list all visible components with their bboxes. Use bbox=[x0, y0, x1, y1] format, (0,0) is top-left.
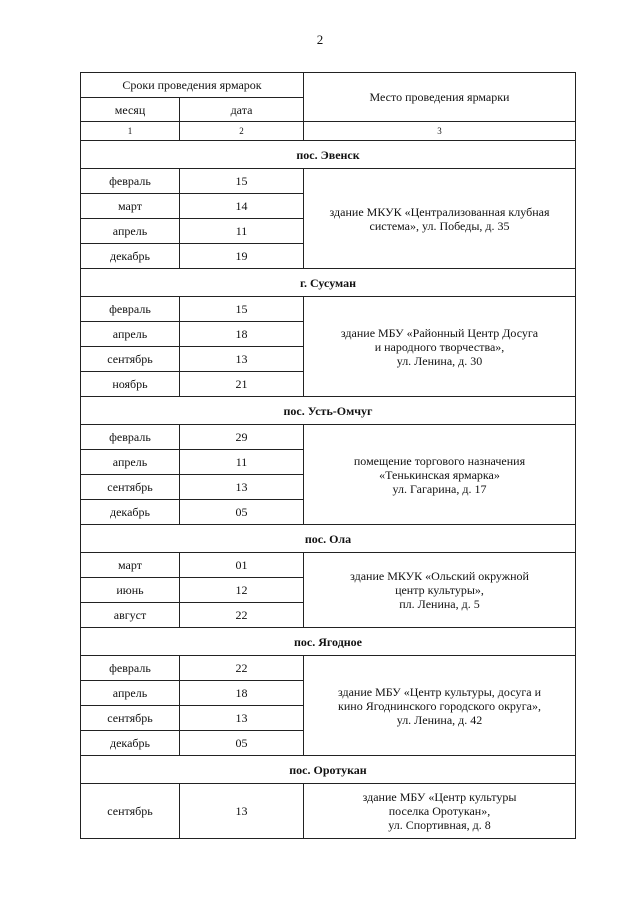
section-title: пос. Эвенск bbox=[81, 141, 576, 169]
place-line: ул. Спортивная, д. 8 bbox=[388, 818, 491, 832]
place-line: поселка Оротукан», bbox=[388, 804, 491, 818]
date-cell: 13 bbox=[180, 706, 304, 731]
month-cell: апрель bbox=[81, 219, 180, 244]
date-cell: 21 bbox=[180, 372, 304, 397]
place-line: кино Ягоднинского городского округа», bbox=[338, 698, 541, 713]
date-cell: 11 bbox=[180, 450, 304, 475]
month-cell: февраль bbox=[81, 656, 180, 681]
date-cell: 15 bbox=[180, 169, 304, 194]
date-cell: 13 bbox=[180, 784, 304, 839]
place-line: «Тенькинская ярмарка» bbox=[379, 467, 500, 482]
table-row bbox=[81, 297, 576, 322]
table-row bbox=[81, 425, 576, 450]
header-date: дата bbox=[180, 98, 304, 122]
place-line: здание МБУ «Районный Центр Досуга bbox=[340, 325, 539, 340]
place-line: здание МКУК «Ольский окружной bbox=[350, 569, 529, 583]
section-row bbox=[81, 141, 576, 169]
month-cell: март bbox=[81, 194, 180, 219]
month-cell: декабрь bbox=[81, 500, 180, 525]
date-cell: 05 bbox=[180, 500, 304, 525]
place-line: помещение торгового назначения bbox=[353, 453, 526, 468]
place-line: здание МБУ «Центр культуры bbox=[362, 790, 517, 804]
place-cell bbox=[304, 784, 576, 839]
date-cell: 19 bbox=[180, 244, 304, 269]
month-cell: сентябрь bbox=[81, 784, 180, 839]
section-row bbox=[81, 525, 576, 553]
month-cell: март bbox=[81, 553, 180, 578]
section-title: пос. Оротукан bbox=[81, 756, 576, 784]
place-line: центр культуры», bbox=[395, 583, 484, 597]
header-col-number: 2 bbox=[180, 122, 304, 141]
month-cell: февраль bbox=[81, 297, 180, 322]
place-line: и народного творчества», bbox=[374, 339, 505, 354]
header-month: месяц bbox=[81, 98, 180, 122]
date-cell: 01 bbox=[180, 553, 304, 578]
month-cell: апрель bbox=[81, 450, 180, 475]
date-cell: 12 bbox=[180, 578, 304, 603]
month-cell: февраль bbox=[81, 425, 180, 450]
place-cell bbox=[304, 425, 576, 525]
month-cell: ноябрь bbox=[81, 372, 180, 397]
date-cell: 22 bbox=[180, 656, 304, 681]
section-row bbox=[81, 756, 576, 784]
header-col-number: 1 bbox=[81, 122, 180, 141]
month-cell: декабрь bbox=[81, 731, 180, 756]
month-cell: декабрь bbox=[81, 244, 180, 269]
month-cell: февраль bbox=[81, 169, 180, 194]
date-cell: 22 bbox=[180, 603, 304, 628]
table-row bbox=[81, 553, 576, 578]
table-row bbox=[81, 784, 576, 839]
fair-schedule-table bbox=[80, 72, 576, 839]
place-line: ул. Гагарина, д. 17 bbox=[392, 481, 487, 496]
place-line: пл. Ленина, д. 5 bbox=[399, 597, 480, 611]
date-cell: 18 bbox=[180, 322, 304, 347]
month-cell: июнь bbox=[81, 578, 180, 603]
date-cell: 13 bbox=[180, 475, 304, 500]
section-row bbox=[81, 628, 576, 656]
place-line: здание МБУ «Центр культуры, досуга и bbox=[337, 684, 542, 699]
place-line: здание МКУК «Централизованная клубная bbox=[329, 204, 550, 219]
month-cell: сентябрь bbox=[81, 706, 180, 731]
place-line: ул. Ленина, д. 30 bbox=[396, 353, 483, 368]
place-line: ул. Ленина, д. 42 bbox=[396, 712, 483, 727]
date-cell: 14 bbox=[180, 194, 304, 219]
header-col-number: 3 bbox=[304, 122, 576, 141]
month-cell: сентябрь bbox=[81, 347, 180, 372]
date-cell: 18 bbox=[180, 681, 304, 706]
section-title: пос. Усть-Омчуг bbox=[81, 397, 576, 425]
date-cell: 13 bbox=[180, 347, 304, 372]
place-cell bbox=[304, 656, 576, 756]
month-cell: август bbox=[81, 603, 180, 628]
date-cell: 15 bbox=[180, 297, 304, 322]
section-row bbox=[81, 397, 576, 425]
place-cell bbox=[304, 553, 576, 628]
section-title: пос. Ола bbox=[81, 525, 576, 553]
date-cell: 29 bbox=[180, 425, 304, 450]
place-cell bbox=[304, 169, 576, 269]
header-place: Место проведения ярмарки bbox=[304, 73, 576, 122]
table-row bbox=[81, 656, 576, 681]
place-cell bbox=[304, 297, 576, 397]
page-number: 2 bbox=[316, 32, 324, 47]
section-title: г. Сусуман bbox=[81, 269, 576, 297]
section-title: пос. Ягодное bbox=[81, 628, 576, 656]
month-cell: апрель bbox=[81, 322, 180, 347]
date-cell: 11 bbox=[180, 219, 304, 244]
date-cell: 05 bbox=[180, 731, 304, 756]
month-cell: сентябрь bbox=[81, 475, 180, 500]
month-cell: апрель bbox=[81, 681, 180, 706]
section-row bbox=[81, 269, 576, 297]
table-row bbox=[81, 169, 576, 194]
header-terms: Сроки проведения ярмарок bbox=[81, 73, 304, 98]
place-line: система», ул. Победы, д. 35 bbox=[369, 218, 510, 233]
